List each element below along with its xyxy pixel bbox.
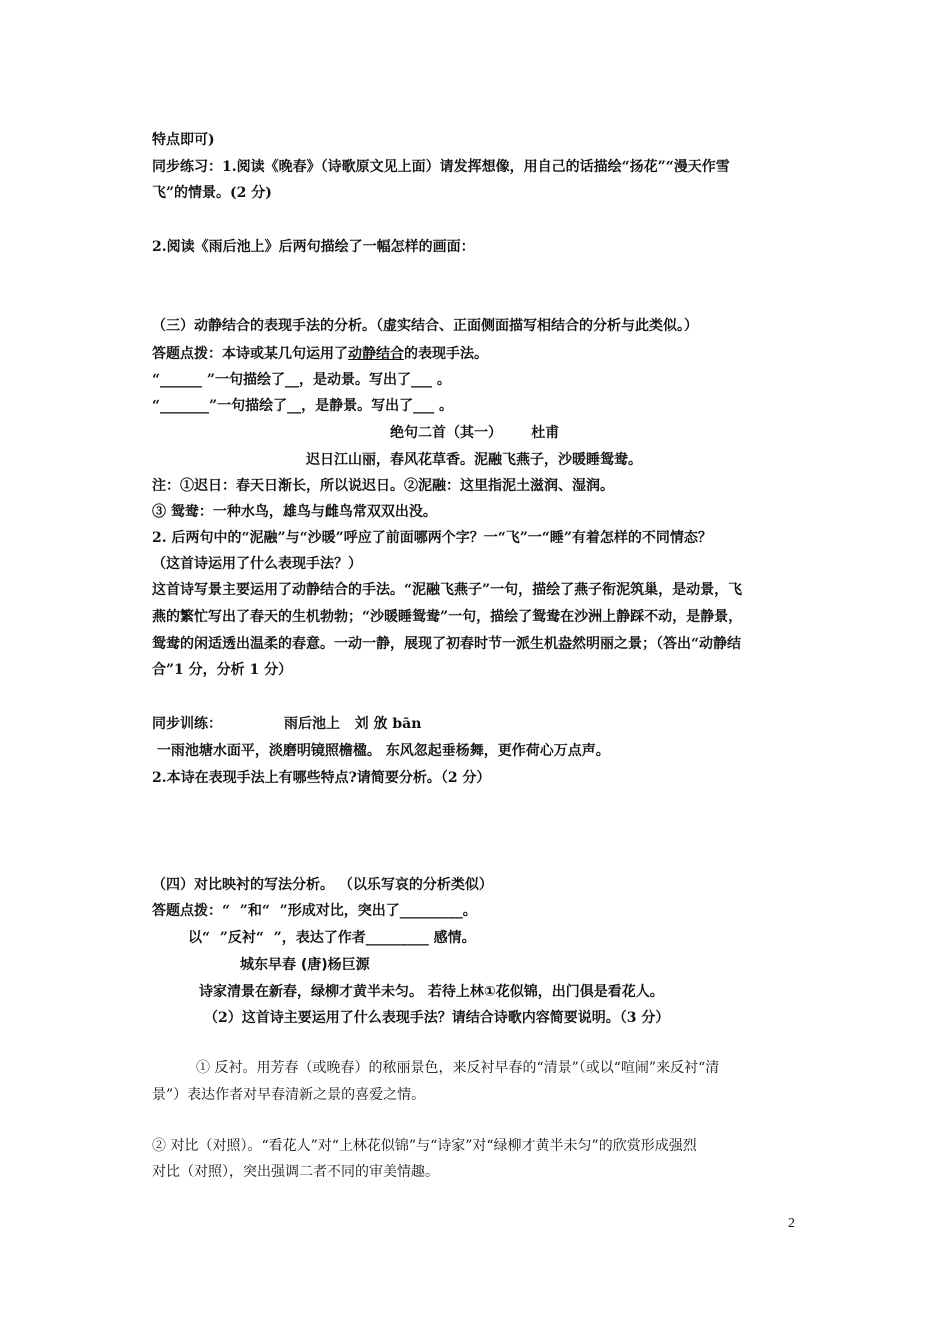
- poem-body: 迟日江山丽，春风花草香。泥融飞燕子，沙暖睡鸳鸯。: [306, 452, 642, 468]
- answer-line: ② 对比（对照）。“看花人”对“上林花似锦”与“诗家”对“绿柳才黄半未匀”的欣赏形成强烈: [152, 1138, 697, 1154]
- poem-title: 雨后池上 刘 攽 bān: [284, 716, 422, 732]
- question-line: 2.本诗在表现手法上有哪些特点?请简要分析。（2 分）: [152, 770, 491, 786]
- answer-line: 合”1 分，分析 1 分）: [152, 662, 293, 678]
- underlined-term: 动静结合: [348, 346, 404, 362]
- exercise-question: 同步练习：1.阅读《晚春》（诗歌原文见上面）请发挥想像，用自己的话描绘“扬花”“漫天作雪: [152, 159, 730, 175]
- template-line: “______ ”一句描绘了__，是动景。写出了___ 。: [152, 372, 451, 388]
- note-line: 注：①迟日：春天日渐长，所以说迟日。②泥融：这里指泥土滋润、湿润。: [152, 478, 614, 494]
- answer-tip: 以“ ”反衬“ ”，表达了作者_________ 感情。: [188, 930, 476, 946]
- question-line: （这首诗运用了什么表现手法？）: [152, 556, 362, 572]
- exercise-label: 同步训练：: [152, 716, 222, 732]
- answer-tip: 答题点拨：“ ”和“ ”形成对比，突出了_________。: [152, 903, 477, 919]
- text-span: 的表现手法。: [404, 346, 488, 362]
- text-line: 特点即可): [152, 132, 215, 148]
- question-line: 2. 后两句中的“泥融”与“沙暖”呼应了前面哪两个字？一“飞”一“睡”有着怎样的不同情态？: [152, 530, 712, 546]
- poem-body: 一雨池塘水面平，淡磨明镜照檐楹。 东风忽起垂杨舞，更作荷心万点声。: [152, 743, 610, 759]
- page-number: 2: [788, 1216, 795, 1231]
- template-line: “_______”一句描绘了__，是静景。写出了___ 。: [152, 398, 453, 414]
- answer-line: ① 反衬。用芳春（或晚春）的秾丽景色，来反衬早春的“清景”（或以“喧闹”来反衬“清: [196, 1060, 720, 1076]
- answer-line: 这首诗写景主要运用了动静结合的手法。“泥融飞燕子”一句，描绘了燕子衔泥筑巢，是动景，飞: [152, 582, 743, 598]
- poem-title: 绝句二首（其一） 杜甫: [390, 425, 560, 441]
- poem-body: 诗家清景在新春，绿柳才黄半未匀。 若待上林①花似锦，出门俱是看花人。: [199, 984, 664, 1000]
- section-heading: （四）对比映衬的写法分析。 （以乐写哀的分析类似）: [152, 877, 493, 893]
- note-line: ③ 鸳鸯：一种水鸟，雄鸟与雌鸟常双双出没。: [152, 504, 437, 520]
- answer-line: 鸳鸯的闲适透出温柔的春意。一动一静，展现了初春时节一派生机盎然明丽之景；（答出“动静结: [152, 636, 742, 652]
- poem-title: 城东早春 (唐)杨巨源: [240, 957, 370, 973]
- text-span: 答题点拨：本诗或某几句运用了: [152, 346, 348, 362]
- section-heading: （三）动静结合的表现手法的分析。（虚实结合、正面侧面描写相结合的分析与此类似。）: [152, 318, 698, 334]
- question-line: （2）这首诗主要运用了什么表现手法？请结合诗歌内容简要说明。（3 分）: [204, 1010, 670, 1026]
- answer-tip: [152, 345, 488, 363]
- answer-line: 燕的繁忙写出了春天的生机勃勃；“沙暖睡鸳鸯”一句，描绘了鸳鸯在沙洲上静踩不动，是静景，: [152, 609, 743, 625]
- text-line: 飞”的情景。(2 分): [152, 185, 272, 201]
- answer-line: 景”）表达作者对早春清新之景的喜爱之情。: [152, 1087, 426, 1103]
- exercise-question: 2.阅读《雨后池上》后两句描绘了一幅怎样的画面：: [152, 239, 475, 255]
- answer-line: 对比（对照），突出强调二者不同的审美情趣。: [152, 1164, 439, 1180]
